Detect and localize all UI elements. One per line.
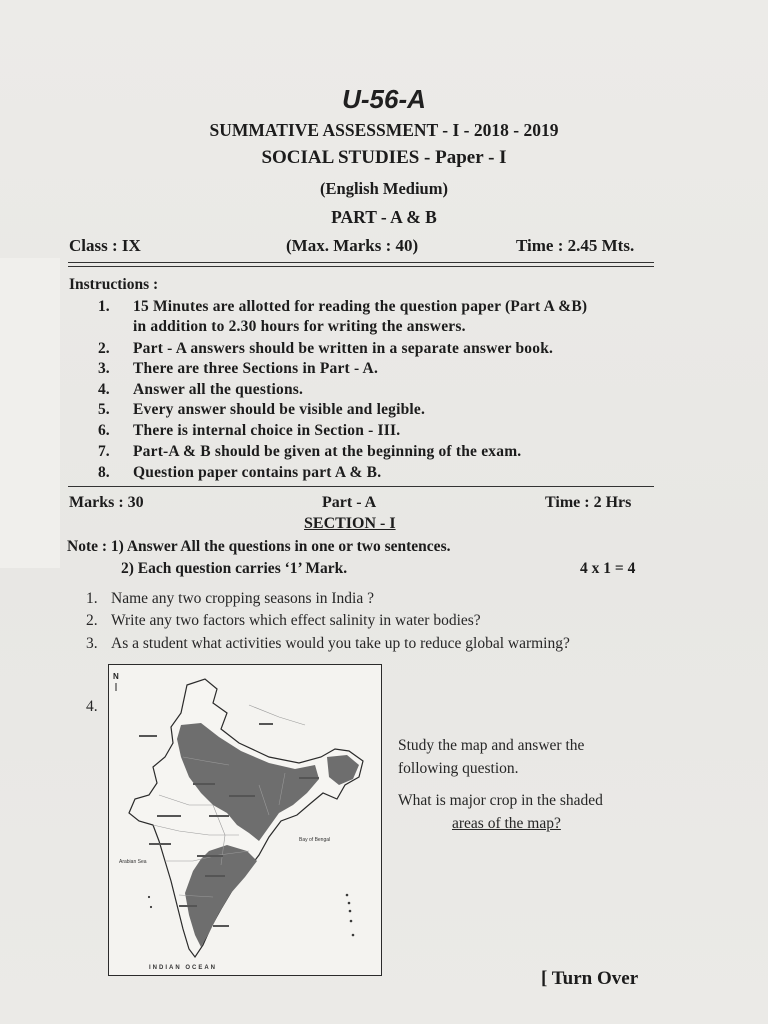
turn-over-label: [ Turn Over xyxy=(541,968,639,989)
instruction-text: Every answer should be visible and legible. xyxy=(133,401,426,418)
instruction-text: There is internal choice in Section - III. xyxy=(133,422,401,439)
exam-title: SUMMATIVE ASSESSMENT - I - 2018 - 2019 xyxy=(209,120,559,140)
section-note-2: 2) Each question carries ‘1’ Mark. xyxy=(121,560,348,577)
paper-code: U-56-A xyxy=(342,84,426,114)
instruction-number: 3. xyxy=(98,360,110,377)
part-a-label: Part - A xyxy=(322,494,377,511)
question-4-prompt-line1: Study the map and answer the xyxy=(398,737,585,754)
ocean-label: INDIAN OCEAN xyxy=(149,965,218,971)
instruction-text: 15 Minutes are allotted for reading the question paper (Part A &B) xyxy=(133,298,588,315)
question-number: 2. xyxy=(86,612,98,629)
instruction-number: 6. xyxy=(98,422,110,439)
instruction-text: Part-A & B should be given at the beginning of the exam. xyxy=(133,443,522,460)
question-4-prompt-line2: following question. xyxy=(398,760,519,777)
north-label: N xyxy=(113,672,119,681)
scan-margin-band xyxy=(0,258,60,568)
time-label: Time : 2.45 Mts. xyxy=(516,236,635,255)
instruction-number: 7. xyxy=(98,443,110,460)
question-text: Write any two factors which effect salinity in water bodies? xyxy=(111,612,481,629)
part-label: PART - A & B xyxy=(331,207,437,227)
section-title: SECTION - I xyxy=(304,515,396,532)
india-map xyxy=(108,664,382,976)
question-4-question-line2: areas of the map? xyxy=(452,815,561,832)
question-4-question-line1: What is major crop in the shaded xyxy=(398,792,603,809)
instruction-number: 8. xyxy=(98,464,110,481)
section-note-1: Note : 1) Answer All the questions in one or two sentences. xyxy=(67,538,451,555)
instruction-number: 2. xyxy=(98,340,110,357)
medium-label: (English Medium) xyxy=(320,179,448,198)
section-marks: 4 x 1 = 4 xyxy=(580,560,636,577)
header-rule-top xyxy=(68,262,654,263)
max-marks: (Max. Marks : 40) xyxy=(286,236,419,255)
instruction-text: Question paper contains part A & B. xyxy=(133,464,382,481)
instruction-text: Answer all the questions. xyxy=(133,381,304,398)
india-map-drawing xyxy=(109,665,381,975)
instruction-text: Part - A answers should be written in a separate answer book. xyxy=(133,340,554,357)
question-text: As a student what activities would you take up to reduce global warming? xyxy=(111,635,570,652)
question-number: 4. xyxy=(86,698,98,715)
question-number: 3. xyxy=(86,635,98,652)
subject-title: SOCIAL STUDIES - Paper - I xyxy=(261,147,507,168)
sea-label: Arabian Sea xyxy=(119,859,147,865)
part-a-time: Time : 2 Hrs xyxy=(545,494,632,511)
part-a-marks: Marks : 30 xyxy=(69,494,144,511)
question-text: Name any two cropping seasons in India ? xyxy=(111,590,375,607)
instructions-heading: Instructions : xyxy=(69,276,159,293)
instruction-number: 1. xyxy=(98,298,110,315)
instruction-number: 5. xyxy=(98,401,110,418)
bay-label: Bay of Bengal xyxy=(299,837,331,843)
header-rule-bottom xyxy=(68,266,654,267)
instructions-rule xyxy=(68,486,654,487)
instruction-text: in addition to 2.30 hours for writing the answers. xyxy=(133,318,466,335)
question-number: 1. xyxy=(86,590,98,607)
instruction-number: 4. xyxy=(98,381,110,398)
instruction-text: There are three Sections in Part - A. xyxy=(133,360,379,377)
class-label: Class : IX xyxy=(69,236,141,255)
